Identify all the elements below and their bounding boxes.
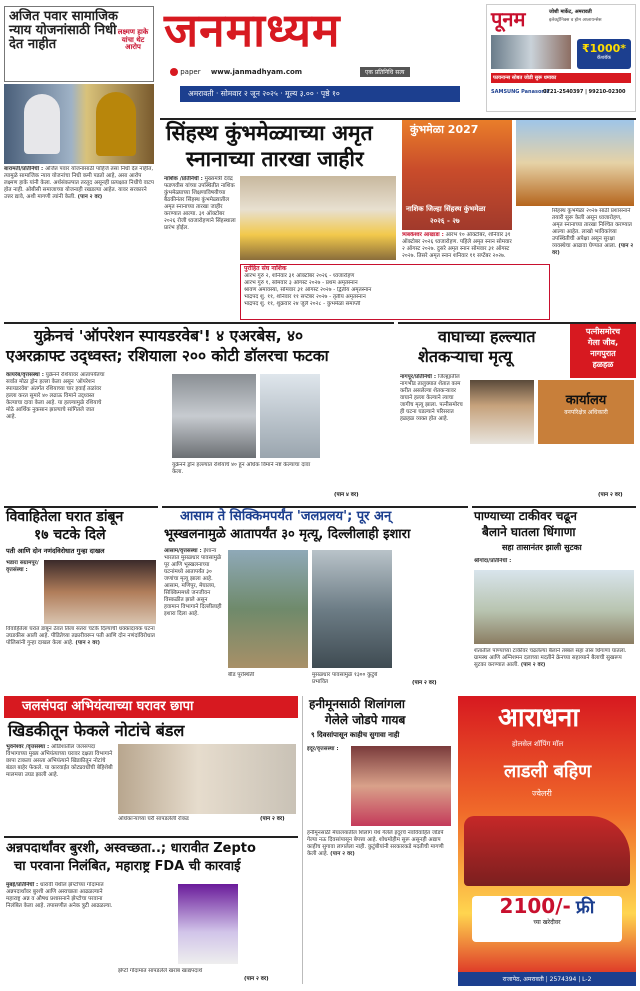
schedule-item: श्रावण अमावस्या, सोमवार ३१ ऑगस्ट २०२७ - द्वितीय अमृतस्नान (244, 287, 372, 294)
ukraine-photo-1 (172, 374, 256, 458)
ad-bottom-sub: होलसेल शॉपिंग मॉल (512, 740, 564, 748)
portrait-icon (96, 92, 136, 156)
simhastha-right-text: सिंहस्थ कुंभमेळा २०२७ साठी प्रशासनाने तयारी सुरू केली असून ध्वजारोहण, अमृत स्नानाच्या तारखा निश्चित करण्यात आल्या आहेत. लाखो भाविकांच्या उपस्थितीची अपेक्षा असून सुरक्षा व्यवस्थेचा आढावा घेण्यात आला. (552, 208, 632, 249)
ukraine-dateline: कायरेब/वृत्तसंस्था : (6, 372, 44, 378)
raid-text: ओडिशातील जलसंपदा विभागाच्या मुख्य अभियंत्याच्या घरावर दक्षता विभागाने छापा टाकला असता अभियंत्याने खिडकीतून नोटांचे बंडल बाहेर फेकले. या कारवाईत कोट्यवधींची बेहिशेबी मालमत्ता उघड झाली आहे. (6, 744, 113, 778)
raid-story (4, 696, 298, 834)
honeymoon-sub: ९ दिवसांपासून काहीच सुगावा नाही (311, 731, 400, 739)
assam-cont[interactable]: (पान २ वर) (412, 680, 437, 686)
honeymoon-text-box (307, 830, 451, 980)
simhastha-headline-2: स्नानाच्या तारखा जाहीर (186, 147, 364, 171)
honeymoon-dateline: इंदूर/वृत्तसंस्था : (307, 746, 339, 752)
water-tank-cont[interactable]: (पान २ वर) (520, 662, 546, 668)
ad-bottom-car (464, 816, 630, 886)
dateline-pages: पृष्ठे १० (320, 89, 340, 98)
simhastha-text: मुख्यमंत्री देवेंद्र फडणवीस यांच्या उपस्थितीत नाशिक कुंभमेळ्याच्या शिक्षणाविषयीच्या बैठकीनंतर सिंहस्थ कुंभमेळ्यातील अमृत स्नानाच्या तारखा जाहीर करण्यात आल्या. ३१ ऑक्टोबर २०२६ रोजी ध्वजारोहणाने सिंहस्थाला प्रारंभ होईल. (164, 176, 236, 231)
ad-top[interactable] (486, 4, 636, 112)
zepto-story (4, 836, 298, 986)
assam-body (164, 548, 224, 692)
tiger-victim-photo (470, 380, 534, 444)
zepto-cont[interactable]: (पान २ वर) (244, 976, 269, 982)
lead-left-headline: अजित पवार सामाजिक न्याय योजनांसाठी निधी देत नाहीत (9, 9, 118, 53)
zepto-body (6, 882, 114, 986)
simhastha-right-body (552, 208, 634, 318)
ad-top-note: फायनान्स सोबत जोडी सुरू धमाका (491, 73, 631, 83)
simhastha-story (160, 118, 636, 320)
honeymoon-cont[interactable]: (पान २ वर) (330, 851, 355, 857)
tiger-dateline: नागपूर/प्रतिनिधी : (400, 374, 437, 380)
office-sign-sub: वनपरिक्षेत्र अधिकारी (564, 409, 608, 417)
simhastha-schedule (240, 264, 550, 320)
ukraine-caption: युक्रेनने ड्रोन हल्ल्यात रशियाचे ४० हून अधिक विमाने नष्ट केल्याचा दावा केला. (172, 462, 311, 475)
dateline-city: अमरावती (188, 89, 214, 98)
water-tank-headline-2: बैलाने घातला धिंगाणा (482, 525, 576, 539)
vivahita-headline-2: १७ चटके दिले (34, 527, 106, 543)
assam-headline-2: भूस्खलनामुळे आतापर्यंत ३० मृत्यू, दिल्लीलाही इशारा (164, 527, 411, 542)
portrait-icon (24, 94, 60, 154)
raid-cont[interactable]: (पान २ वर) (260, 816, 285, 822)
trimbak-head: त्र्यंबकेश्वर आखाडा : (402, 232, 444, 238)
assam-dateline: आसाम/वृत्तसंस्था : (164, 548, 202, 554)
assam-caption-1: बीड पूरस्थिती (228, 672, 255, 678)
poster-years: २०२६ - २७ (430, 217, 460, 225)
lead-left-text: अजित पवार योजनांसाठी पाहिजे तसा निधी देत नाहीत, त्यामुळे सामाजिक न्याय योजनांचा निधी कमी पडतो आहे, असा आरोप लक्ष्मण हाके यांनी केला. अर्थसंकल्पात तरतूद असूनही प्रत्यक्षात निधीचे वाटप होत नाही. ओबीसी समाजाच्या योजनाही रखडल्या आहेत. यावर सरकारने उत्तर द्यावे, अशी मागणी त्यांनी केली. (4, 166, 154, 200)
ukraine-cont[interactable]: (पान ४ वर) (334, 492, 359, 498)
ukraine-body (6, 372, 106, 502)
ad-top-line1: जोशी मार्केट, अमरावती (549, 9, 592, 15)
honeymoon-text: हनीमूनसाठी मेघालयातील शिलांग येथे गेलेले इंदूरचे नवविवाहित जोडपे गेल्या नऊ दिवसांपासून बेपत्ता आहे. शोधमोहीम सुरू असूनही अद्याप काहीच सुगावा लागलेला नाही. कुटुंबीयांनी सरकारकडे मदतीची मागणी केली आहे. (307, 830, 444, 857)
ad-bottom-offer: 2100/- (499, 894, 571, 918)
ad-bottom-brand: आराधना (498, 703, 580, 733)
ad-top-brands: SAMSUNG Panasonic (491, 89, 550, 95)
vivahita-photo (44, 560, 156, 624)
honeymoon-headline-1: हनीमूनसाठी शिलांगला (309, 697, 405, 711)
ad-top-phone: 0721-2540397 | 99210-02300 (543, 89, 626, 95)
ad-bottom-footer: राजापेठ, अमरावती | 2574394 | L-2 (458, 972, 636, 986)
water-tank-headline-1: पाण्याच्या टाकीवर चढून (474, 509, 577, 523)
tiger-tag-1: पत्नीसमोरच (585, 327, 621, 336)
honeymoon-photo (351, 746, 451, 826)
ukraine-headline-1: युक्रेनचं 'ऑपरेशन स्पायडरवेब'! ४ एअरबेस, ४० (34, 327, 304, 345)
simhastha-dateline: नाशिक /प्रतिनिधी : (164, 176, 203, 182)
zepto-headline-2: चा परवाना निलंबित, महाराष्ट्र FDA ची कारवाई (14, 859, 241, 874)
zepto-caption: झेप्टो गोदामात सापडलेले खराब खाद्यपदार्थ (118, 968, 203, 974)
lead-left-dateline: बारामती/प्रतिनिधी : (4, 166, 44, 172)
ad-bottom-offer-sub: च्या खरेदीवर (533, 918, 561, 926)
poster-title: कुंभमेळा 2027 (410, 123, 479, 136)
water-tank-dateline: श्रीगोंदा/प्रतिनिधी : (474, 558, 512, 564)
raid-headline: खिडकीतून फेकले नोटांचे बंडल (8, 721, 185, 740)
trimbak-body: आरंभ १० ऑक्टोबर, शनिवार ३१ ऑक्टोबर २०२६ ध्वजारोहण. पहिले अमृत स्नान सोमवार २ ऑगस्ट २०२७. दुसरे अमृत स्नान सोमवार ३१ ऑगस्ट २०२७. तिसरे अमृत स्नान शनिवार ११ सप्टेंबर २०२७. (402, 232, 512, 259)
simhastha-cont[interactable]: (पान २ वर) (552, 243, 634, 256)
ad-top-brand: पूनम (491, 7, 526, 31)
water-tank-text: शेतातील पाण्याच्या टाकीवर चढलेल्या बैलाने तब्बल सहा तास धिंगाणा घातला. ग्रामस्थ आणि अग्निशमन दलाच्या मदतीने क्रेनच्या सहाय्याने बैलाची सुखरूप सुटका करण्यात आली. (474, 648, 627, 668)
vivahita-story (4, 506, 158, 692)
epaper-label: paper (180, 68, 201, 76)
ad-top-offer: ₹1000* (581, 42, 627, 55)
simhastha-headline-1: सिंहस्थ कुंभमेळ्याच्या अमृत (166, 121, 373, 145)
schedule-item: आरंभ गुरु २, शनिवार ३१ ऑक्टोबर २०२६ - ध्वजारोहण (244, 273, 355, 280)
zepto-photo (178, 884, 238, 964)
assam-headline-1: आसाम ते सिक्किमपर्यंत 'जलप्रलय'; पूर अन् (180, 509, 392, 524)
zepto-headline-1: अन्नपदार्थांवर बुरशी, अस्वच्छता..; धारावीत Zepto (6, 841, 256, 856)
tiger-story (398, 322, 636, 502)
ad-top-offer-badge (577, 39, 631, 69)
schedule-item: आरंभ गुरु १, सोमवार ३ ऑगस्ट २०२७ - प्रथम अमृतस्नान (244, 280, 358, 287)
vivahita-headline-1: विवाहितेला घरात डांबून (6, 509, 124, 525)
dateline-price: मूल्य ३.०० (285, 89, 314, 98)
masthead-tagline: एक प्रतिनिधि सत्य (360, 67, 410, 77)
tiger-tag-2: गेला जीव, (587, 338, 619, 347)
vivahita-text: विवाहितेला घरात डांबून ठेवत तिला सतरा चटके दिल्याची धक्कादायक घटना उघडकीस आली आहे. पीडितेच्या तक्रारीवरून पती आणि दोन नणंदांविरोधात पोलिसांनी गुन्हा दाखल केला आहे. (6, 626, 155, 646)
lead-left-cont[interactable]: (पान २ वर) (77, 194, 103, 200)
masthead (160, 3, 480, 114)
water-tank-story (472, 506, 636, 692)
tiger-tag-3: नागपुरात (590, 349, 616, 358)
poster-sub: नाशिक जिल्हा सिंहस्थ कुंभमेळा (406, 205, 486, 213)
epaper-icon (170, 68, 178, 76)
tiger-office-sign (538, 380, 634, 444)
tiger-tag-4: हळहळ (592, 360, 614, 369)
lead-left-side: लक्ष्मण हाके यांचा थेट आरोप (117, 28, 149, 52)
ukraine-photo-2 (260, 374, 320, 458)
lead-left-body (4, 166, 154, 316)
tiger-body (400, 374, 466, 502)
schedule-item: भाद्रपद शु. ११, शुक्रवार २४ जुलै २०२८ - कुंभमेळा समाप्ती (244, 301, 361, 308)
website-link[interactable]: www.janmadhyam.com (210, 68, 303, 76)
masthead-title: जनमाध्यम (164, 3, 341, 57)
raid-photo (118, 744, 296, 814)
simhastha-body (164, 176, 236, 272)
assam-text: ईशान्य भारतात मुसळधार पावसामुळे पूर आणि भूस्खलनाच्या घटनांमध्ये आतापर्यंत ३० जणांचा मृत्यू झाला आहे. आसाम, मणिपूर, मेघालय, सिक्किममध्ये जनजीवन विस्कळीत झाले असून हवामान विभागाने दिल्लीलाही इशारा दिला आहे. (164, 548, 222, 617)
ad-bottom-offer-word: फ्री (575, 897, 595, 918)
honeymoon-dateline-box (307, 746, 349, 826)
vivahita-text-box (6, 626, 156, 690)
raid-caption: अधिकाऱ्याच्या घरी सापडलेली रोकड (118, 816, 189, 822)
ukraine-text: युक्रेनने रशियावर आतापर्यंतचा सर्वात मोठा ड्रोन हल्ला केला असून 'ऑपरेशन स्पायडरवेब' अंतर्गत रशियाच्या चार हवाई तळांवर हल्ला करत सुमारे ४० लढाऊ विमाने उद्ध्वस्त केल्याचा दावा केला आहे. या हल्ल्यामुळे रशियाचे मोठे आर्थिक नुकसान झाल्याचे सांगितले जात आहे. (6, 372, 105, 420)
simhastha-photo (240, 176, 396, 260)
ad-bottom[interactable] (458, 696, 636, 986)
water-tank-sub: सहा तासानंतर झाली सुटका (502, 543, 582, 552)
ad-bottom-promo-sub: ज्वेलरी (532, 789, 552, 798)
assam-story (162, 506, 468, 692)
schedule-item: भाद्रपद शु. ११, शनिवार ११ सप्टेंबर २०२७ - तृतीय अमृतस्नान (244, 294, 366, 301)
ad-top-line2: इलेक्ट्रॉनिक्स व होम अप्लायन्सेस (549, 18, 602, 23)
raid-body (6, 744, 114, 832)
lead-left-photo (4, 84, 154, 164)
honeymoon-story (302, 696, 454, 984)
schedule-head: पुरोहित संघ नाशिक (244, 265, 287, 272)
zepto-dateline: मुंबई/प्रतिनिधी : (6, 882, 39, 888)
ad-top-products (491, 35, 571, 69)
assam-caption-2: मुसळधार पावसामुळे १३०० कुटुंबे प्रभावित (312, 672, 378, 685)
simhastha-crowd-photo (516, 120, 634, 206)
office-sign-text: कार्यालय (565, 393, 607, 408)
dateline-date: सोमवार २ जून २०२५ (220, 89, 278, 98)
tiger-headline-1: वाघाच्या हल्ल्यात (438, 327, 536, 346)
tiger-tag (570, 324, 636, 378)
tiger-cont[interactable]: (पान २ वर) (598, 492, 623, 498)
ad-bottom-promo: लाडली बहिण (504, 761, 592, 782)
vivahita-dateline: भंडारा संग्रामपूर/वृत्तसंस्था : (6, 560, 39, 573)
honeymoon-headline-2: गेलेले जोडपे गायब (325, 713, 406, 727)
simhastha-poster (402, 120, 512, 230)
ukraine-headline-2: एअरक्राफ्ट उद्ध्वस्त; रशियाला २०० कोटी डॉलरचा फटका (6, 347, 329, 365)
water-tank-text-box (474, 648, 634, 692)
ukraine-story (4, 322, 394, 502)
raid-dateline: भुवनेश्वर /वृत्तसंस्था : (6, 744, 50, 750)
assam-photo-2 (312, 550, 392, 668)
water-tank-photo (474, 570, 634, 644)
raid-banner: जलसंपदा अभियंत्याच्या घरावर छापा (4, 696, 298, 718)
tiger-headline-2: शेतकऱ्याचा मृत्यू (418, 347, 513, 366)
zepto-text: धारावी येथील झेप्टोच्या गोदामात अन्नपदार्थांवर बुरशी आणि अस्वच्छता आढळल्याने महाराष्ट्र अन्न व औषध प्रशासनाने झेप्टोचा परवाना निलंबित केला आहे. तपासणीत अनेक त्रुटी आढळल्या. (6, 882, 113, 909)
ad-bottom-offer-box (472, 896, 622, 942)
masthead-epaper-row (170, 68, 302, 76)
ad-top-offer-label: कॅशबॅक (597, 55, 611, 61)
lead-left-headline-box (4, 6, 154, 82)
vivahita-cont[interactable]: (पान २ वर) (75, 640, 101, 646)
tiger-text: जिल्ह्यातील नागभीड तालुक्यात शेतात काम करीत असलेल्या शेतकऱ्यावर वाघाने हल्ला केल्याने त्याचा जागीच मृत्यू झाला. पत्नीसमोरच ही घटना घडल्याने परिसरात हळहळ व्यक्त होत आहे. (400, 374, 463, 422)
assam-photo-1 (228, 550, 308, 668)
masthead-dateline: अमरावती · सोमवार २ जून २०२५ · मूल्य ३.०० · पृष्ठे १० (180, 86, 460, 102)
vivahita-sub: पती आणि दोन नणंदविरोधात गुन्हा दाखल (6, 547, 105, 555)
